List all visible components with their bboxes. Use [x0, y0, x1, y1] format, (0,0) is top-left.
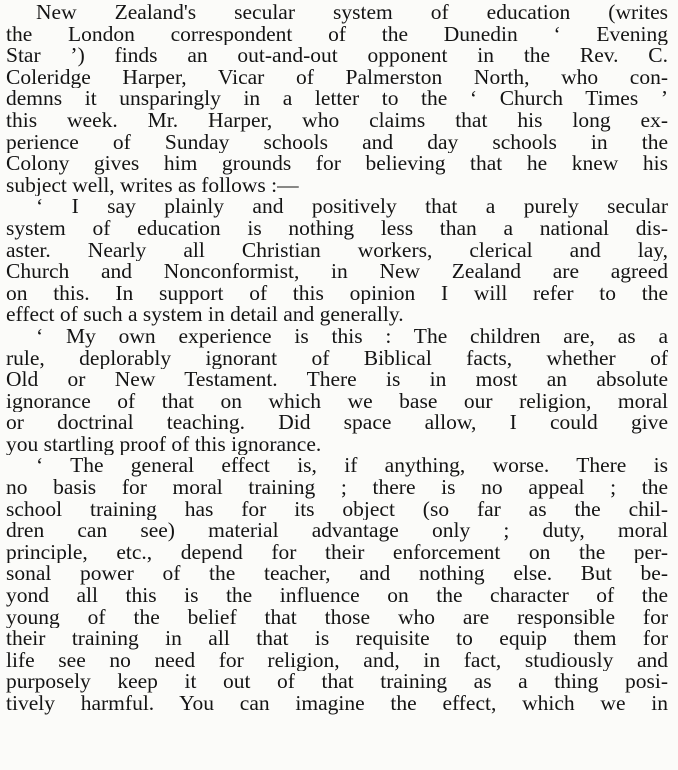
article-line: subject well, writes as follows :— [6, 174, 299, 197]
article-line: Coleridge Harper, Vicar of Palmerston North, who con- [6, 66, 668, 89]
article-line: ‘ I say plainly and positively that a purely secular [36, 196, 668, 218]
article-line: principle, etc., depend for their enforcement on the per- [6, 541, 668, 564]
article-line: system of education is nothing less than a national dis- [6, 217, 668, 240]
article-line: perience of Sunday schools and day schools in the [6, 131, 668, 154]
article-line: tively harmful. You can imagine the effect, which we in [6, 693, 668, 715]
article-line: Star ’) finds an out-and-out opponent in the Rev. C. [6, 45, 668, 67]
article-line: aster. Nearly all Christian workers, clerical and lay, [6, 239, 668, 262]
article-line: on this. In support of this opinion I will refer to the [6, 282, 668, 305]
article-line: Church and Nonconformist, in New Zealand are agreed [6, 261, 668, 283]
article-line: young of the belief that those who are responsible for [6, 606, 668, 629]
article-line: yond all this is the influence on the character of the [6, 585, 668, 607]
article-line: rule, deplorably ignorant of Biblical facts, whether of [6, 347, 668, 370]
article-line: their training in all that is requisite to equip them for [6, 628, 668, 650]
article-line: this week. Mr. Harper, who claims that his long ex- [6, 109, 668, 132]
article-line: effect of such a system in detail and generally. [6, 304, 404, 326]
article-line: the London correspondent of the Dunedin ‘ Evening [6, 23, 668, 46]
article-line: ‘ My own experience is this : The children are, as a [36, 325, 668, 348]
article-line: Old or New Testament. There is in most an absolute [6, 369, 668, 391]
article-line: Colony gives him grounds for believing that he knew his [6, 153, 668, 175]
article-line: or doctrinal teaching. Did space allow, I could give [6, 412, 668, 434]
article-line: New Zealand's secular system of education (writes [36, 2, 668, 24]
article-line: ‘ The general effect is, if anything, worse. There is [36, 455, 668, 478]
article-line: life see no need for religion, and, in fact, studiously and [6, 649, 668, 672]
article-line: no basis for moral training ; there is no appeal ; the [6, 477, 668, 499]
article-line: demns it unsparingly in a letter to the ‘ Church Times ’ [6, 88, 668, 110]
article-line: ignorance of that on which we base our religion, moral [6, 390, 668, 413]
article-line: you startling proof of this ignorance. [6, 433, 322, 456]
article-line: school training has for its object (so far as the chil- [6, 498, 668, 521]
article-line: sonal power of the teacher, and nothing else. But be- [6, 563, 668, 586]
article-line: purposely keep it out of that training as a thing posi- [6, 671, 668, 693]
article-line: dren can see) material advantage only ; duty, moral [6, 520, 668, 542]
